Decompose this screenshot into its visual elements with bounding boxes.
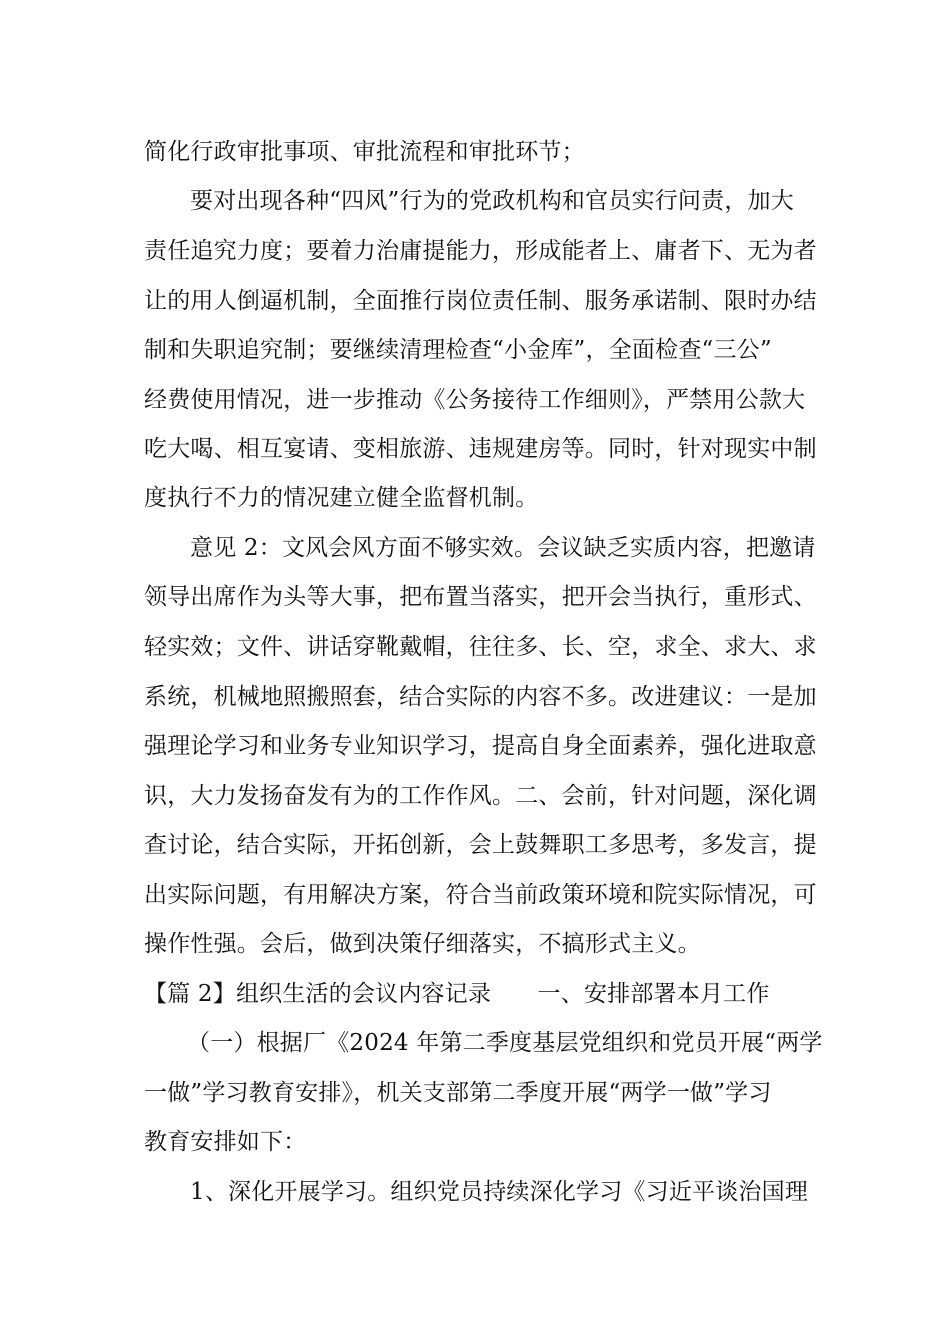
text-line: 系统，机械地照搬照套，结合实际的内容不多。改进建议：一是加 xyxy=(144,684,817,710)
paragraph-start: 要对出现各种“四风”行为的党政机构和官员实行问责，加大 xyxy=(190,188,794,214)
text-line: 领导出席作为头等大事，把布置当落实，把开会当执行，重形式、 xyxy=(144,584,817,610)
text-line: 度执行不力的情况建立健全监督机制。 xyxy=(144,485,539,511)
paragraph-start: 1、深化开展学习。组织党员持续深化学习《习近平谈治国理 xyxy=(190,1179,809,1205)
text-line: 查讨论，结合实际，开拓创新，会上鼓舞职工多思考，多发言，提 xyxy=(144,832,817,858)
text-line: 出实际问题，有用解决方案，符合当前政策环境和院实际情况，可 xyxy=(144,882,817,908)
text-line: 轻实效；文件、讲话穿靴戴帽，往往多、长、空，求全、求大、求 xyxy=(144,634,817,660)
text-line: 一做”学习教育安排》，机关支部第二季度开展“两学一做”学习 xyxy=(144,1080,772,1106)
text-line: 强理论学习和业务专业知识学习，提高自身全面素养，强化进取意 xyxy=(144,733,817,759)
section-heading: 【篇 2】组织生活的会议内容记录 一、安排部署本月工作 xyxy=(144,981,770,1007)
text-line: 识，大力发扬奋发有为的工作作风。二、会前，针对问题，深化调 xyxy=(144,783,817,809)
paragraph-start: （一）根据厂《2024 年第二季度基层党组织和党员开展“两学 xyxy=(187,1030,823,1056)
text-line: 责任追究力度；要着力治庸提能力，形成能者上、庸者下、无为者 xyxy=(144,238,817,264)
text-line: 简化行政审批事项、审批流程和审批环节； xyxy=(144,139,585,165)
text-line: 让的用人倒逼机制，全面推行岗位责任制、服务承诺制、限时办结 xyxy=(144,288,817,314)
text-line: 教育安排如下： xyxy=(144,1129,307,1155)
paragraph-start: 意见 2：文风会风方面不够实效。会议缺乏实质内容，把邀请 xyxy=(190,535,816,561)
text-line: 经费使用情况，进一步推动《公务接待工作细则》，严禁用公款大 xyxy=(144,387,806,413)
text-line: 操作性强。会后，做到决策仔细落实，不搞形式主义。 xyxy=(144,931,701,957)
text-line: 吃大喝、相互宴请、变相旅游、违规建房等。同时，针对现实中制 xyxy=(144,436,817,462)
text-line: 制和失职追究制；要继续清理检查“小金库”，全面检查“三公” xyxy=(144,337,772,363)
